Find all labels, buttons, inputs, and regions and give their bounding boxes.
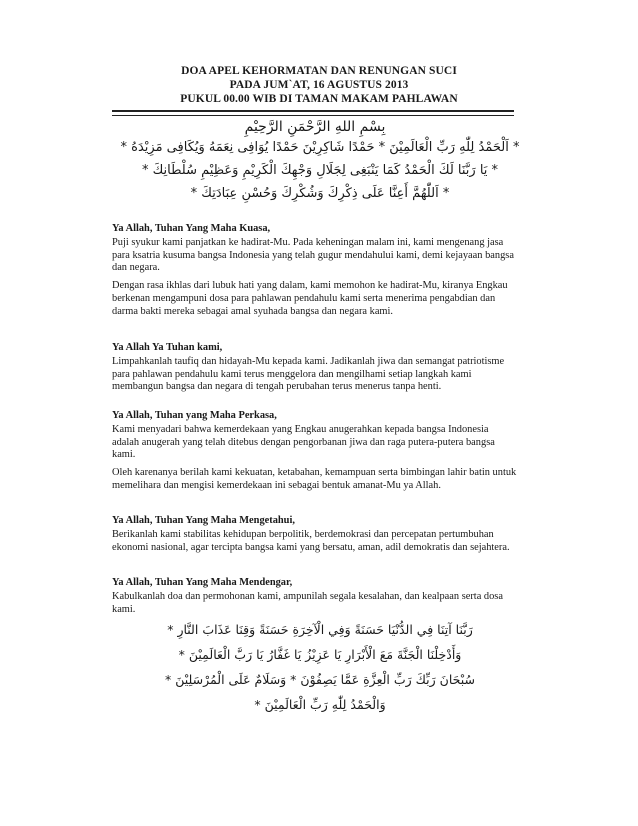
section-paragraph: Puji syukur kami panjatkan ke hadirat-Mu. Pada keheningan malam ini, kami mengenang jasa para ksatria kusuma bangsa Indonesia yang telah gugur mendahului kami, demi kejayaan bangsa dan negara.: [112, 236, 514, 274]
section-heading: Ya Allah, Tuhan Yang Maha Mengetahui,: [112, 515, 295, 526]
section-paragraph: Oleh karenanya berilah kami kekuatan, ketabahan, kemampuan serta bimbingan lahir batin untuk memelihara dan mengisi kemerdekaan ini sebagai bentuk amanat-Mu ya Allah.: [112, 467, 517, 491]
arabic-basmalah: بِسْمِ اللهِ الرَّحْمَنِ الرَّحِيْمِ: [244, 119, 386, 135]
arabic-closing-line-1: رَبَّنَا آتِنَا فِي الدُّنْيَا حَسَنَةً وَفِي الْآخِرَةِ حَسَنَةً وَقِنَا عَذَابَ النَّارِ *: [167, 622, 473, 637]
header-time-place: PUKUL 00.00 WIB DI TAMAN MAKAM PAHLAWAN: [180, 93, 458, 105]
section-paragraph: Berikanlah kami stabilitas kehidupan berpolitik, berdemokrasi dan percepatan pertumbuhan ekonomi nasional, agar tercipta bangsa kami yang bersatu, aman, adil demokratis dan sejahtera.: [112, 528, 510, 553]
arabic-opening-line-1: * اَلْحَمْدُ لِلّٰهِ رَبِّ الْعَالَمِيْنَ * حَمْدًا شَاكِرِيْنَ حَمْدًا يُوَافِى نِعَمَهُ وَيُكَافِى مَزِيْدَهُ *: [120, 140, 520, 155]
document-header: [0, 64, 638, 106]
section-paragraph: Limpahkanlah taufiq dan hidayah-Mu kepada kami. Jadikanlah jiwa dan semangat patriotisme para pahlawan pendahulu kami terus menggelora dan mengilhami setiap langkah kami membangun bangsa dan negara di tengah perubahan terus menerus tanpa henti.: [112, 355, 505, 393]
prayer-section-3: [112, 410, 518, 493]
header-date: PADA JUM`AT, 16 AGUSTUS 2013: [229, 79, 409, 91]
arabic-closing-line-4: وَالْحَمْدُ لِلّٰهِ رَبِّ الْعَالَمِيْنَ *: [254, 697, 386, 712]
section-heading: Ya Allah, Tuhan Yang Maha Kuasa,: [112, 223, 271, 234]
prayer-section-5: [112, 577, 518, 616]
prayer-section-2: [112, 342, 518, 394]
section-paragraph: Kami menyadari bahwa kemerdekaan yang Engkau anugerahkan kepada bangsa Indonesia adalah anugerah yang telah ditebus dengan pengorbanan jiwa dan raga putera-putera bangsa kami.: [112, 423, 495, 461]
header-title: DOA APEL KEHORMATAN DAN RENUNGAN SUCI: [181, 65, 457, 77]
section-paragraph: Kabulkanlah doa dan permohonan kami, ampunilah segala kesalahan, dan kealpaan serta dosa kami.: [112, 590, 503, 615]
section-heading: Ya Allah, Tuhan Yang Maha Mendengar,: [112, 577, 293, 588]
arabic-closing-line-3: سُبْحَانَ رَبِّكَ رَبِّ الْعِزَّةِ عَمَّا يَصِفُوْنَ * وَسَلَامٌ عَلَى الْمُرْسَلِيْنَ *: [165, 672, 475, 687]
arabic-opening-line-2: * يَا رَبَّنَا لَكَ الْحَمْدُ كَمَا يَنْبَغِى لِجَلَالِ وَجْهِكَ الْكَرِيْمِ وَعَظِيْمِ سُلْطَانِكَ *: [141, 163, 499, 178]
prayer-section-4: [112, 515, 518, 554]
section-paragraph: Dengan rasa ikhlas dari lubuk hati yang dalam, kami memohon ke hadirat-Mu, kiranya Engkau berkenan mengampuni dosa para pahlawan pendahulu kami serta menerima pengabdian dan darma bakti mereka sebagai amal syuhada bangsa dan negara kami.: [112, 280, 508, 317]
section-heading: Ya Allah Ya Tuhan kami,: [112, 342, 223, 353]
arabic-opening-line-3: * اَللّٰهُمَّ أَعِنَّا عَلَى ذِكْرِكَ وَشُكْرِكَ وَحُسْنِ عِبَادَتِكَ *: [190, 186, 450, 201]
header-rule-thin: [112, 115, 514, 116]
arabic-closing-line-2: وَأَدْخِلْنَا الْجَنَّةَ مَعَ الْأَبْرَارِ يَا عَزِيْزُ يَا غَفَّارُ يَا رَبَّ الْعَالَمِيْنَ *: [178, 647, 462, 662]
header-rule-thick: [112, 110, 514, 112]
section-heading: Ya Allah, Tuhan yang Maha Perkasa,: [112, 410, 277, 421]
prayer-section-1: [112, 223, 518, 319]
